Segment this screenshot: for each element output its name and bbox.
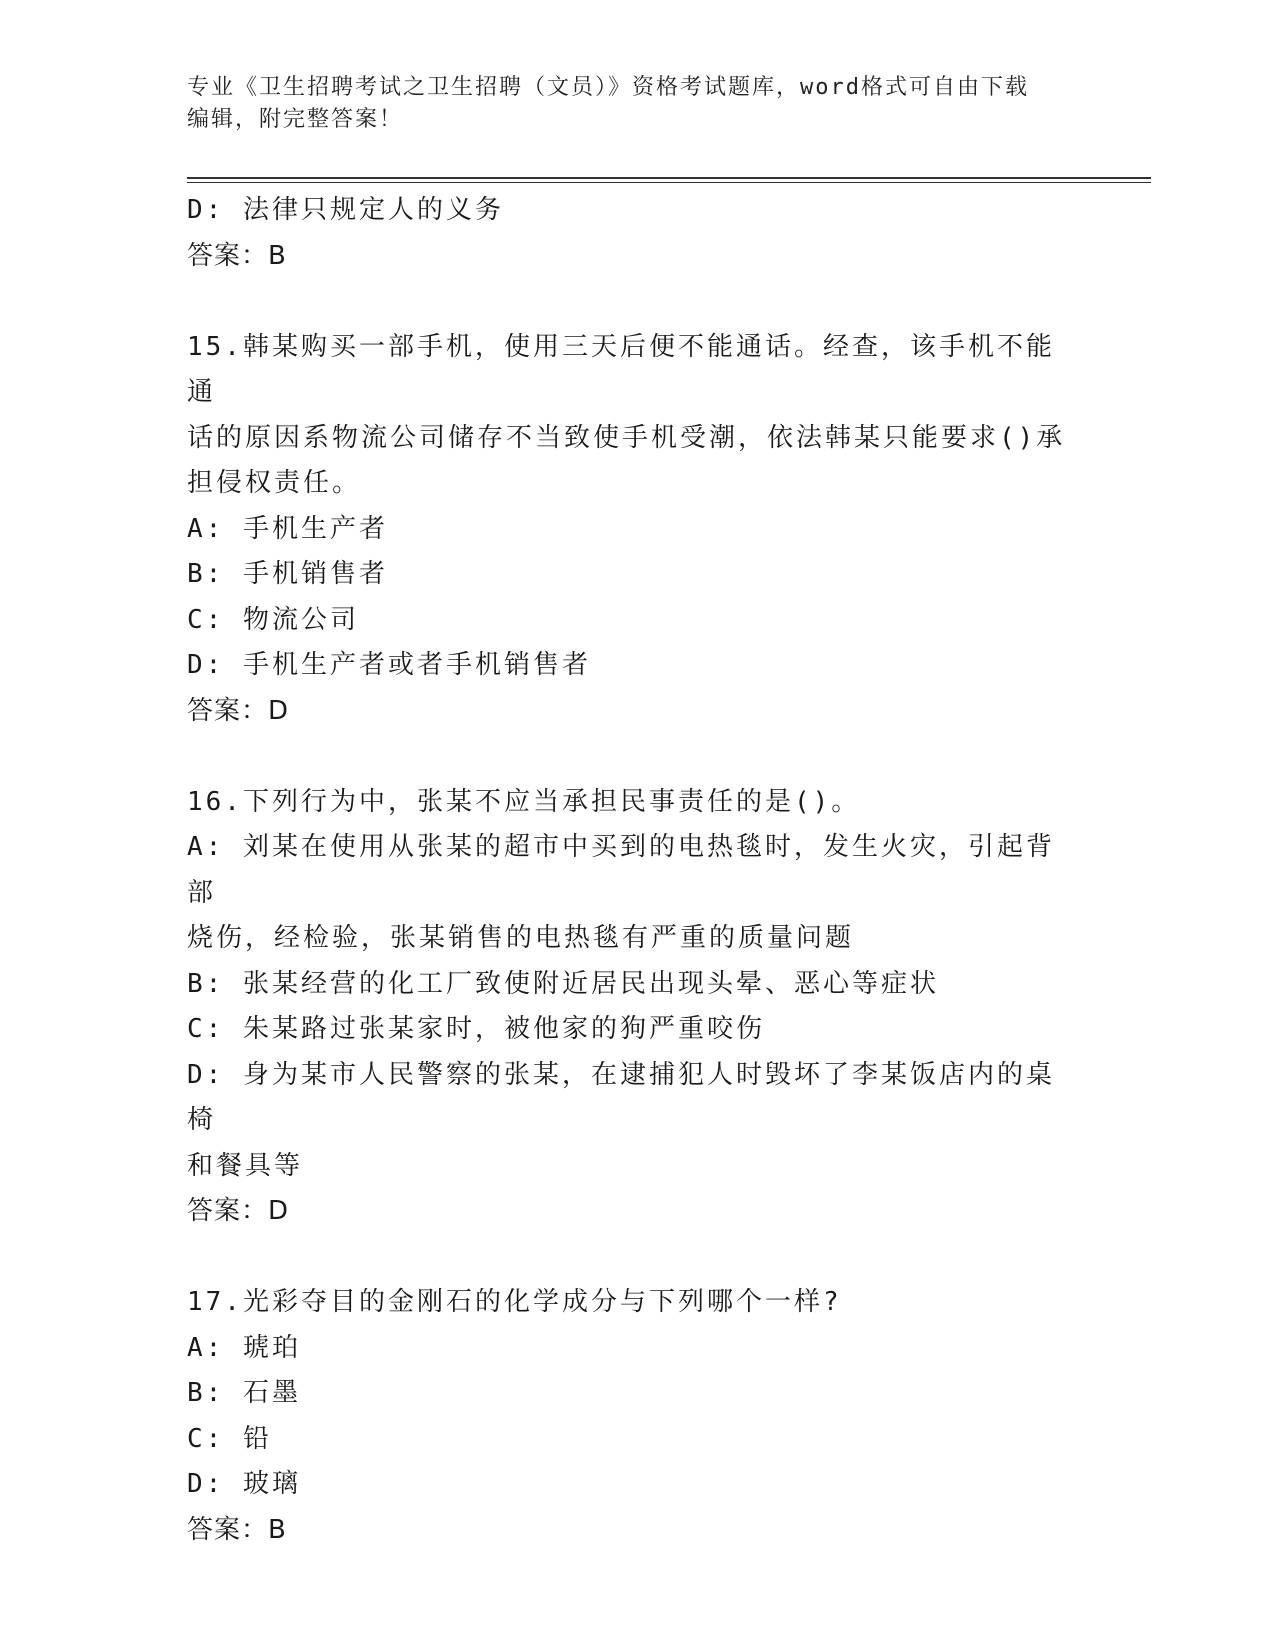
answer-line: 答案：D (187, 1196, 290, 1226)
option-d-continued: 和餐具等 (187, 1150, 304, 1181)
option-d: D: 玻璃 (187, 1469, 301, 1499)
spacer (187, 279, 1067, 325)
option-d: D: 身为某市人民警察的张某，在逮捕犯人时毁坏了李某饭店内的桌椅 (187, 1059, 1055, 1135)
option-c: C: 铅 (187, 1423, 272, 1454)
option-c: C: 物流公司 (187, 604, 359, 635)
option-d: D: 法律只规定人的义务 (187, 195, 504, 225)
spacer (187, 1235, 1067, 1281)
spacer (187, 734, 1067, 780)
option-a: A: 刘某在使用从张某的超市中买到的电热毯时，发生火灾，引起背部 (187, 832, 1055, 908)
option-a: A: 琥珀 (187, 1332, 301, 1363)
question-stem-line: 15.韩某购买一部手机，使用三天后便不能通话。经查，该手机不能通 (187, 331, 1055, 407)
question-stem-line: 话的原因系物流公司储存不当致使手机受潮，依法韩某只能要求()承 (187, 422, 1066, 453)
answer-line: 答案：B (187, 240, 287, 271)
previous-question-tail (187, 188, 1067, 279)
option-a-continued: 烧伤，经检验，张某销售的电热毯有严重的质量问题 (187, 923, 855, 953)
question-stem-line: 担侵权责任。 (187, 468, 362, 498)
header-divider-thin (187, 182, 1151, 183)
document-header (187, 72, 1067, 136)
header-divider-thick (187, 177, 1151, 179)
question-content (187, 188, 1067, 1553)
question-16 (187, 780, 1067, 1235)
header-line-1: 专业《卫生招聘考试之卫生招聘（文员）》资格考试题库，word格式可自由下载 (187, 75, 1029, 100)
option-b: B: 石墨 (187, 1378, 301, 1408)
answer-line: 答案：D (187, 695, 290, 726)
question-17 (187, 1280, 1067, 1553)
option-d: D: 手机生产者或者手机销售者 (187, 650, 591, 680)
option-b: B: 手机销售者 (187, 559, 388, 589)
question-15 (187, 325, 1067, 735)
question-stem-line: 16.下列行为中，张某不应当承担民事责任的是()。 (187, 786, 861, 817)
answer-line: 答案：B (187, 1514, 287, 1545)
option-a: A: 手机生产者 (187, 513, 388, 544)
header-line-2: 编辑，附完整答案！ (187, 107, 404, 132)
option-b: B: 张某经营的化工厂致使附近居民出现头晕、恶心等症状 (187, 968, 939, 999)
question-stem-line: 17.光彩夺目的金刚石的化学成分与下列哪个一样? (187, 1287, 842, 1317)
option-c: C: 朱某路过张某家时，被他家的狗严重咬伤 (187, 1014, 765, 1044)
